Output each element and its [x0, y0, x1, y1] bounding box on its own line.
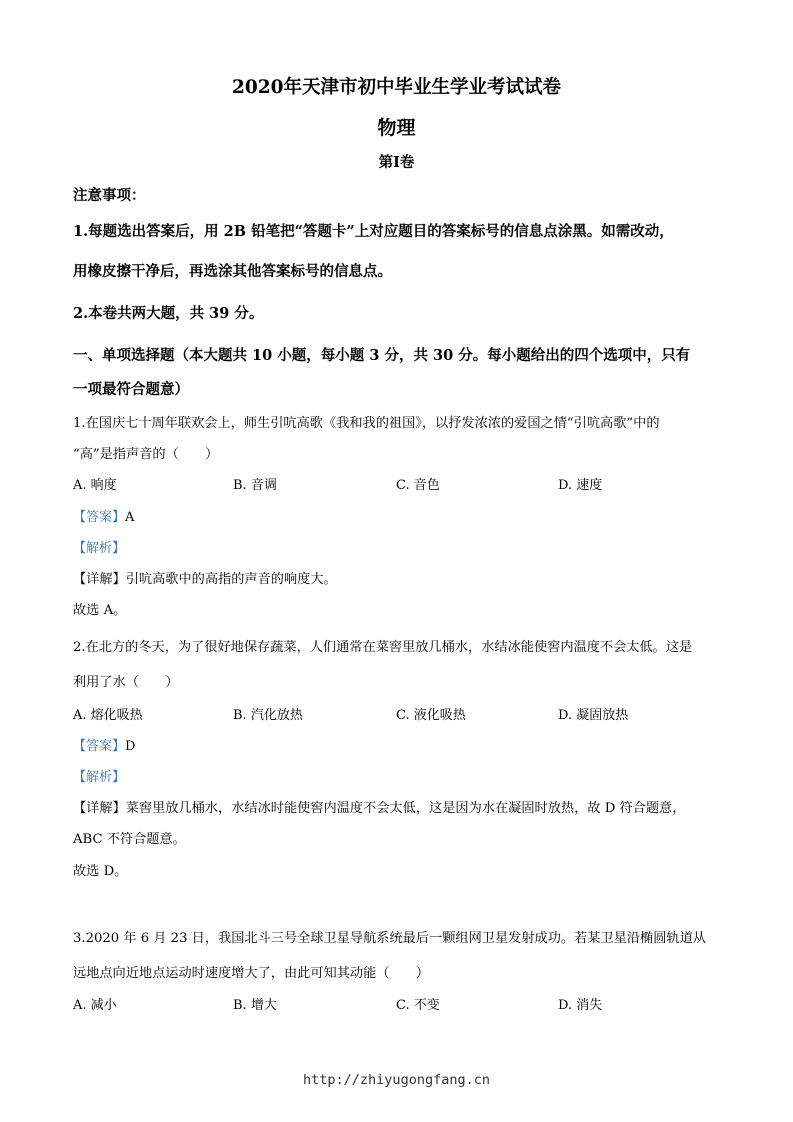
question-3-option-b: B. 增大 — [233, 998, 277, 1013]
question-2-conclusion: 故选 D。 — [73, 864, 128, 879]
answer-value: D — [125, 739, 136, 754]
question-2-detail-line-1: 【详解】菜窖里放几桶水，水结冰时能使窖内温度不会太低，这是因为水在凝固时放热，故 D 符合题意， — [73, 801, 686, 816]
question-1-conclusion: 故选 A。 — [73, 603, 127, 618]
section-heading-line-1: 一、单项选择题（本大题共 10 小题，每小题 3 分，共 30 分。每小题给出的四个选项中，只有 — [73, 347, 691, 364]
question-1-option-c: C. 音色 — [396, 478, 440, 493]
question-2-analysis — [73, 766, 125, 785]
question-2-line-2: 利用了水（ ） — [73, 675, 179, 690]
question-3-line-1: 3.2020 年 6 月 23 日，我国北斗三号全球卫星导航系统最后一颗组网卫星发射成功。若某卫星沿椭圆轨道从 — [73, 931, 706, 946]
question-2-answer — [73, 735, 135, 754]
question-1-detail: 【详解】引吭高歌中的高指的声音的响度大。 — [73, 572, 337, 587]
question-1-option-a: A. 响度 — [73, 478, 117, 493]
notice-item-2: 2.本卷共两大题，共 39 分。 — [73, 305, 264, 322]
question-2-option-b: B. 汽化放热 — [233, 708, 303, 723]
question-3-option-d: D. 消失 — [558, 998, 603, 1013]
question-3-option-c: C. 不变 — [396, 998, 440, 1013]
notice-item-1-line-1: 1.每题选出答案后，用 2B 铅笔把“答题卡”上对应题目的答案标号的信息点涂黑。如需改动， — [73, 223, 674, 240]
answer-label: 【答案】 — [73, 510, 126, 525]
subject-title: 物理 — [377, 117, 416, 139]
question-1-option-b: B. 音调 — [233, 478, 277, 493]
analysis-label: 【解析】 — [73, 770, 126, 785]
question-3-option-a: A. 减小 — [73, 998, 117, 1013]
question-2-option-c: C. 液化吸热 — [396, 708, 466, 723]
answer-value: A — [125, 510, 135, 525]
question-2-option-d: D. 凝固放热 — [558, 708, 629, 723]
analysis-label: 【解析】 — [73, 541, 126, 556]
exam-title: 2020年天津市初中毕业生学业考试试卷 — [232, 77, 561, 98]
question-1-answer — [73, 506, 134, 525]
question-2-option-a: A. 熔化吸热 — [73, 708, 143, 723]
question-2-line-1: 2.在北方的冬天，为了很好地保存蔬菜，人们通常在菜窖里放几桶水，水结冰能使窖内温度不会太低。这是 — [73, 640, 693, 655]
section-heading-line-2: 一项最符合题意） — [73, 381, 189, 398]
question-3-line-2: 远地点向近地点运动时速度增大了，由此可知其动能（ ） — [73, 966, 430, 981]
question-1-line-2: “高”是指声音的（ ） — [73, 447, 219, 462]
footer-url[interactable]: http://zhiyugongfang.cn — [303, 1072, 490, 1088]
question-2-detail-line-2: ABC 不符合题意。 — [73, 832, 186, 847]
question-1-analysis — [73, 537, 125, 556]
notice-item-1-line-2: 用橡皮擦干净后，再选涂其他答案标号的信息点。 — [73, 263, 392, 280]
answer-label: 【答案】 — [73, 739, 126, 754]
volume-title: 第Ⅰ卷 — [378, 154, 415, 171]
question-1-line-1: 1.在国庆七十周年联欢会上，师生引吭高歌《我和我的祖国》，以抒发浓浓的爱国之情“引吭高歌”中的 — [73, 416, 660, 431]
notice-heading: 注意事项： — [73, 187, 146, 204]
question-1-option-d: D. 速度 — [558, 478, 603, 493]
